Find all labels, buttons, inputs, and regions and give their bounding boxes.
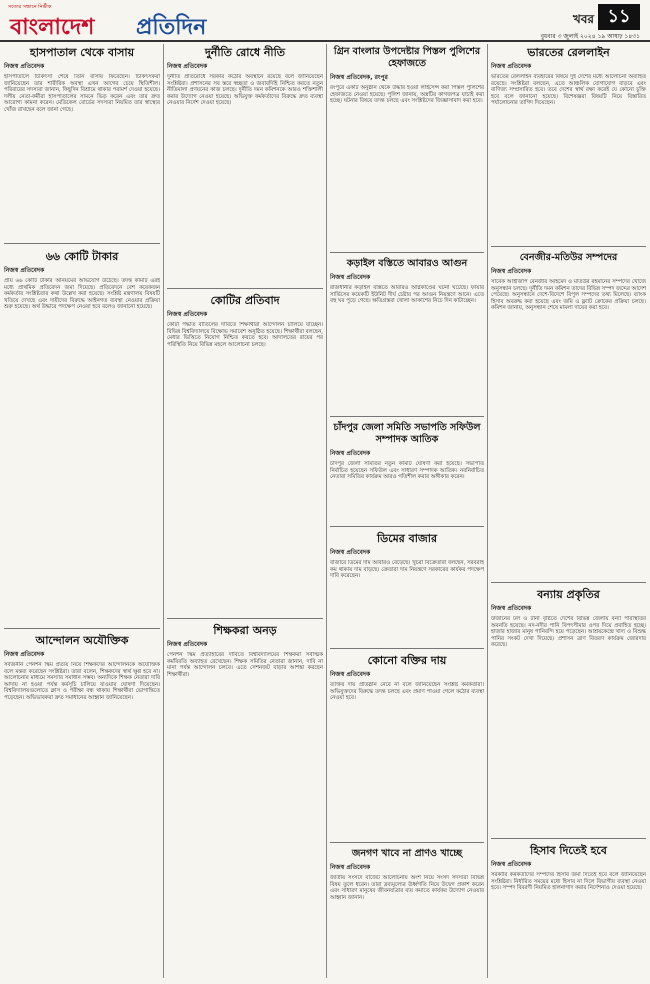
article-movement-unreasonable[interactable] [4,632,160,978]
article-headline: শিক্ষকরা অনড় [213,624,277,637]
article-body: সাবেক আইজিপি বেনজীর আহমেদ ও মতিউর রহমানের সম্পদের খোঁজে অনুসন্ধান চলছে। দুর্নীতি দমন কমিশন তাদের বিভিন্ন সম্পদ জব্দের আদেশ পেয়েছে। অনুসন্ধানে দেশে-বিদেশে বিপুল সম্পদের তথ্য মিলেছে। ব্যাংক হিসাব অবরুদ্ধ করা হয়েছে এবং জমি ও ফ্ল্যাট ক্রোকের প্রক্রিয়া চলছে। কমিশন জানায়, অনুসন্ধান শেষে মামলা দায়ের করা হবে। [491,279,646,311]
article-headline: ৬৬ কোটি টাকার [45,250,119,263]
article-accounts[interactable] [491,842,646,978]
article-byline: নিজস্ব প্রতিবেদক [4,267,45,274]
logo-text-pratidin: প্রতিদিন [136,15,207,40]
article-byline: নিজস্ব প্রতিবেদক [330,864,371,871]
article-body: ভারতের রেললাইন ব্যবহারের বিষয়ে দুই দেশের মধ্যে আলোচনা অব্যাহত রয়েছে। সংশ্লিষ্টরা বলছেন, এতে আঞ্চলিক যোগাযোগ বাড়বে এবং বাণিজ্য সম্প্রসারিত হবে। তবে দেশের স্বার্থ রক্ষা করেই যে কোনো চুক্তি হবে বলে জানানো হয়েছে। বিশেষজ্ঞরা বিষয়টি নিয়ে বিস্তারিত পর্যালোচনার তাগিদ দিয়েছেন। [491,74,646,106]
article-byline: নিজস্ব প্রতিবেদক [330,549,371,556]
article-byline: নিজস্ব প্রতিবেদক [330,671,371,678]
article-body: রাজধানীর কড়াইল বস্তিতে আবারও অগ্নিকাণ্ডের ঘটনা ঘটেছে। ফায়ার সার্ভিসের কয়েকটি ইউনিট দীর্ঘ চেষ্টার পর আগুন নিয়ন্ত্রণে আনে। এতে বহু ঘর পুড়ে গেছে। ক্ষতিগ্রস্তরা খোলা আকাশের নিচে দিন কাটাচ্ছেন। [330,285,484,304]
article-egg-market[interactable] [330,530,484,644]
article-byline: নিজস্ব প্রতিবেদক [167,63,208,70]
article-headline: ভারতের রেললাইন [527,46,610,59]
article-indian-rail[interactable] [491,44,646,242]
article-divider [330,648,484,649]
article-benazir-matiur[interactable] [491,250,646,578]
article-quota-protest[interactable] [167,292,323,614]
article-body: রংপুরে একটি অনুষ্ঠান থেকে উদ্ধার হওয়া লাইসেন্স করা পিস্তল পুলিশের হেফাজতে নেওয়া হয়েছে। পুলিশ জানায়, অস্ত্রটির কাগজপত্র যাচাই করা হচ্ছে। ঘটনার বিষয়ে তদন্ত চলছে এবং সংশ্লিষ্টদের জিজ্ঞাসাবাদ করা হবে। [330,85,484,104]
article-divider [491,246,646,247]
logo-text-bangladesh: বাংলাদেশ [10,15,95,40]
article-body: জাতীয় সংসদে বাজেট আলোচনায় অংশ নিয়ে সংসদ সদস্যরা বিভিন্ন বিষয় তুলে ধরেন। তারা দ্রব্যমূল্যের ঊর্ধ্বগতি নিয়ে উদ্বেগ প্রকাশ করেন এবং সাধারণ মানুষের জীবনযাত্রার ব্যয় কমাতে কার্যকর উদ্যোগ নেওয়ার আহ্বান জানান। [330,875,484,901]
article-individual-liability[interactable] [330,652,484,838]
article-divider [167,288,323,289]
article-divider [4,243,160,244]
article-headline: হাসপাতাল থেকে বাসায় [29,46,135,59]
article-headline: গ্রিন বাংলার উপদেষ্টার পিস্তল পুলিশের হেফাজতে [333,46,481,69]
article-divider [330,842,484,843]
dateline: বুধবার ৩ জুলাই ২০২৪ ১৯ আষাঢ় ১৪৩১ [540,33,640,40]
article-byline: নিজস্ব প্রতিবেদক [491,605,532,612]
article-divider [330,252,484,253]
article-headline: আন্দোলন অযৌক্তিক [35,634,129,647]
column-rule [163,44,164,978]
article-headline: ডিমের বাজার [376,532,438,545]
article-divider [4,628,160,629]
article-body: কোটা পদ্ধতি বাতিলের দাবিতে শিক্ষার্থীরা আন্দোলন চালিয়ে যাচ্ছেন। বিভিন্ন বিশ্ববিদ্যালয়ে বিক্ষোভ সমাবেশ অনুষ্ঠিত হয়েছে। শিক্ষার্থীরা বলছেন, মেধার ভিত্তিতে নিয়োগ নিশ্চিত করতে হবে। আদালতের রায়ের পর পরিস্থিতি নিয়ে বিভিন্ন মহলে আলোচনা চলছে। [167,322,323,348]
article-headline: কড়াইল বস্তিতে আবারও আগুন [346,258,468,269]
article-corruption[interactable] [167,44,323,284]
article-chandpur-samiti[interactable] [330,420,484,522]
article-divider [491,582,646,583]
article-pistol-police[interactable] [330,44,484,248]
article-headline: জনগণ খাবে না প্রাণও খাচ্ছে [351,848,463,859]
article-divider [167,618,323,619]
newspaper-logo[interactable] [8,4,248,40]
masthead [0,0,650,42]
article-byline: নিজস্ব প্রতিবেদক [491,861,532,868]
article-flood[interactable] [491,586,646,834]
article-hospital[interactable] [4,44,160,240]
article-headline: বন্যায় প্রকৃতির [537,588,600,601]
article-body: প্রায় ৬৬ কোটি টাকার অনিয়মের অভিযোগ উঠেছে। তদন্ত কমিটি এরই মধ্যে প্রাথমিক প্রতিবেদন জমা দিয়েছে। প্রতিবেদনে বেশ কয়েকজন কর্মকর্তার সংশ্লিষ্টতার কথা উল্লেখ করা হয়েছে। সংশ্লিষ্ট মন্ত্রণালয় বিষয়টি খতিয়ে দেখছে এবং দায়ীদের বিরুদ্ধে আইনগত ব্যবস্থা নেওয়ার প্রক্রিয়া শুরু হয়েছে। অর্থ উদ্ধারে পদক্ষেপ নেওয়া হবে বলেও জানানো হয়েছে। [4,278,160,310]
article-body: দুর্নীতি প্রতিরোধে সরকার কঠোর অবস্থানে রয়েছে বলে জানিয়েছেন সংশ্লিষ্টরা। প্রশাসনের সব স্তরে স্বচ্ছতা ও জবাবদিহি নিশ্চিত করতে নতুন নীতিমালা প্রণয়নের কাজ চলছে। দুর্নীতি দমন কমিশনকে আরও শক্তিশালী করার উদ্যোগ নেওয়া হয়েছে। অভিযুক্ত কর্মকর্তাদের বিরুদ্ধে দ্রুত ব্যবস্থা নেওয়ার নির্দেশ দেওয়া হয়েছে। [167,74,323,106]
article-body: উজানের ঢল ও টানা বৃষ্টিতে দেশের বিভিন্ন জেলায় বন্যা পরিস্থিতির অবনতি হয়েছে। নদ-নদীর পানি বিপৎসীমার ওপর দিয়ে প্রবাহিত হচ্ছে। হাজার হাজার মানুষ পানিবন্দি হয়ে পড়েছেন। আশ্রয়কেন্দ্রে খাদ্য ও বিশুদ্ধ পানির সংকট দেখা দিয়েছে। প্রশাসন ত্রাণ বিতরণ কার্যক্রম জোরদার করেছে। [491,616,646,648]
page-number: ১১ [598,4,640,30]
article-headline: কোটির প্রতিবাদ [210,294,280,307]
article-headline: কোনো বক্তির দায় [367,654,447,667]
article-byline: নিজস্ব প্রতিবেদক [4,651,45,658]
article-headline: চাঁদপুর জেলা সমিতি সভাপতি সফিউল সম্পাদক আতিক [333,422,481,445]
article-body: সরকারি কর্মকর্তাদের সম্পদের হিসাব জমা দিতেই হবে বলে জানিয়েছেন সংশ্লিষ্টরা। নির্ধারিত সময়ের মধ্যে হিসাব না দিলে বিভাগীয় ব্যবস্থা নেওয়া হবে। সম্পদ বিবরণী নিয়মিত হালনাগাদ করার নির্দেশনাও দেওয়া হয়েছে। [491,872,646,891]
article-divider [491,838,646,839]
article-body: বাজারে ডিমের দাম আবারও বেড়েছে। খুচরা বিক্রেতারা বলছেন, সরবরাহ কম থাকায় দাম বাড়ছে। ক্রেতারা দাম নিয়ন্ত্রণে সরকারের কার্যকর পদক্ষেপ দাবি করেছেন। [330,560,484,579]
article-byline: নিজস্ব প্রতিবেদক [167,311,208,318]
article-korail-fire[interactable] [330,256,484,412]
article-body: চাঁদপুর জেলা সমিতির নতুন কমিটি ঘোষণা করা হয়েছে। সভাপতি নির্বাচিত হয়েছেন সফিউল এবং সাধারণ সম্পাদক আতিক। নবনির্বাচিত নেতারা সমিতির কার্যক্রম আরও গতিশীল করার অঙ্গীকার করেন। [330,461,484,480]
article-byline: নিজস্ব প্রতিবেদক [167,641,208,648]
article-byline: নিজস্ব প্রতিবেদক [330,450,371,457]
article-headline: হিসাব দিতেই হবে [530,844,607,857]
article-byline: নিজস্ব প্রতিবেদক [491,63,532,70]
logo-tagline: সত্যের সন্ধানে নির্ভীক [8,4,52,10]
article-budget[interactable] [330,846,484,978]
article-divider [330,416,484,417]
article-byline: নিজস্ব প্রতিবেদক [4,63,45,70]
article-body: সর্বজনীন পেনশন স্কিম প্রত্যয় নিয়ে শিক্ষকদের আন্দোলনকে অযৌক্তিক বলে মন্তব্য করেছেন সংশ্লিষ্টরা। তারা বলেন, শিক্ষকদের স্বার্থ ক্ষুণ্ণ হবে না। আলোচনার মাধ্যমে সমস্যার সমাধান সম্ভব। অন্যদিকে শিক্ষক নেতারা দাবি আদায় না হওয়া পর্যন্ত কর্মসূচি চালিয়ে যাওয়ার ঘোষণা দিয়েছেন। বিশ্ববিদ্যালয়গুলোতে ক্লাস ও পরীক্ষা বন্ধ থাকায় শিক্ষার্থীরা ভোগান্তিতে পড়েছেন। অভিভাবকরা দ্রুত সমাধানের আহ্বান জানিয়েছেন। [4,662,160,701]
article-headline: দুর্নীতি রোধে নীতি [205,46,285,59]
section-label: খবর [572,12,594,26]
column-rule [487,44,488,978]
article-byline: নিজস্ব প্রতিবেদক [491,268,532,275]
article-byline: নিজস্ব প্রতিবেদক, রংপুর [330,74,388,81]
article-body: পেনশন স্কিম প্রত্যাহারের দাবিতে বিশ্ববিদ্যালয়ের শিক্ষকরা সর্বাত্মক কর্মবিরতি অব্যাহত রেখেছেন। শিক্ষক সমিতির নেতারা জানান, দাবি না মানা পর্যন্ত আন্দোলন চলবে। এতে সেশনজট বাড়ার আশঙ্কা করছেন শিক্ষার্থীরা। [167,652,323,678]
article-divider [330,526,484,527]
article-headline: বেনজীর-মতিউর সম্পদের [519,252,618,263]
article-body: হাসপাতালে চিকিৎসা শেষে তিনি বাসায় ফিরেছেন। চিকিৎসকরা জানিয়েছেন তার শারীরিক অবস্থা এখন আগের চেয়ে স্থিতিশীল। পরিবারের সদস্যরা জানান, কিছুদিন বিশ্রামে থাকার পরামর্শ দেওয়া হয়েছে। দলীয় নেতা-কর্মীরা হাসপাতালের সামনে ভিড় করেন এবং তার দ্রুত আরোগ্য কামনা করেন। মেডিকেল বোর্ডের সদস্যরা নিয়মিত তার স্বাস্থ্যের খোঁজ রাখছেন বলে জানা গেছে। [4,74,160,113]
article-body: ব্যক্তির দায় প্রতিষ্ঠান নেবে না বলে জানিয়েছেন সংশ্লিষ্ট কর্মকর্তারা। অভিযুক্তদের বিরুদ্ধে তদন্ত চলছে এবং প্রমাণ পাওয়া গেলে কঠোর ব্যবস্থা নেওয়া হবে। [330,682,484,701]
column-rule [326,44,327,978]
article-byline: নিজস্ব প্রতিবেদক [330,274,371,281]
article-66-crore[interactable] [4,248,160,624]
article-teachers-firm[interactable] [167,622,323,978]
